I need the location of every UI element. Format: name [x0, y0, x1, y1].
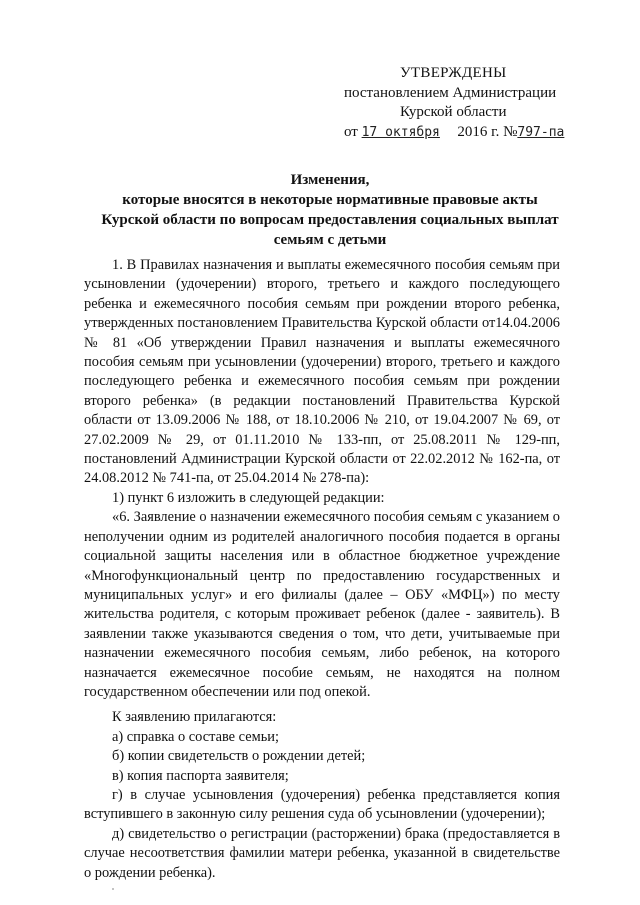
approval-number-handwritten: 797-па [517, 124, 565, 140]
paragraph-1: 1. В Правилах назначения и выплаты ежемесячного пособия семьям при усыновлении (удочерении) второго, третьего и каждого последующего ребенка и ежемесячного пособия семьям при рождении второго ребенка, утвержденных постановлением Правительства Курской области от14.04.2006 № 81 «Об утверждении Правил назначения и выплаты ежемесячного пособия семьям при усыновлении (удочерении) второго, третьего и каждого последующего ребенка и ежемесячного пособия семьям при рождении второго ребенка» (в редакции постановлений Правительства Курской области от 13.09.2006 № 188, от 18.10.2006 № 210, от 19.04.2007 № 69, от 27.02.2009 № 29, от 01.11.2010 № 133-пп, от 25.08.2011 № 129-пп, постановлений Администрации Курской области от 22.02.2012 № 162-па, от 24.08.2012 № 741-па, от 25.04.2014 № 278-па): [84, 257, 560, 487]
approval-authority: постановлением Администрации [344, 84, 557, 101]
approval-date-handwritten: 17 октября [361, 124, 440, 140]
approval-region: Курской области [400, 104, 507, 120]
approval-year: 2016 г. № [457, 123, 518, 140]
paragraph-5: а) справка о составе семьи; [112, 728, 279, 745]
approval-date-line [342, 123, 602, 143]
scan-speck [112, 888, 114, 890]
document-body [84, 256, 560, 883]
paragraph-4: К заявлению прилагаются: [112, 709, 277, 726]
paragraph-8: г) в случае усыновления (удочерения) ребенка представляется копия вступившего в законную силу решения суда об усыновлении (удочерении); [84, 786, 560, 823]
paragraph-7: в) копия паспорта заявителя; [112, 767, 289, 784]
approval-title: УТВЕРЖДЕНЫ [400, 65, 507, 81]
paragraph-2: 1) пункт 6 изложить в следующей редакции: [112, 489, 385, 506]
paragraph-6: б) копии свидетельств о рождении детей; [112, 748, 366, 765]
approval-date-prefix: от [344, 123, 358, 140]
paragraph-9: д) свидетельство о регистрации (расторжении) брака (предоставляется в случае несоответствия фамилии матери ребенка, указанной в свидетельстве о рождении ребенка). [84, 825, 560, 881]
heading-line-2: которые вносятся в некоторые нормативные правовые акты [122, 192, 538, 208]
document-heading [60, 170, 600, 250]
heading-line-3: Курской области по вопросам предоставления социальных выплат [101, 212, 559, 228]
heading-line-1: Изменения, [290, 172, 370, 188]
paragraph-3: «6. Заявление о назначении ежемесячного пособия семьям с указанием о неполучении одним из родителей аналогичного пособия подается в органы социальной защиты населения или в областное бюджетное учреждение «Многофункциональный центр по предоставлению государственных и муниципальных услуг» и его филиалы (далее – ОБУ «МФЦ») по месту жительства родителя, с которым проживает ребенок (далее - заявитель). В заявлении также указываются сведения о том, что дети, учитываемые при назначении ежемесячного пособия семьям, либо ребенок, на которого назначается ежемесячное пособие семьям, не находятся на полном государственном обеспечении или под опекой. [84, 509, 560, 700]
approval-block [342, 64, 602, 142]
heading-line-4: семьям с детьми [273, 232, 387, 248]
